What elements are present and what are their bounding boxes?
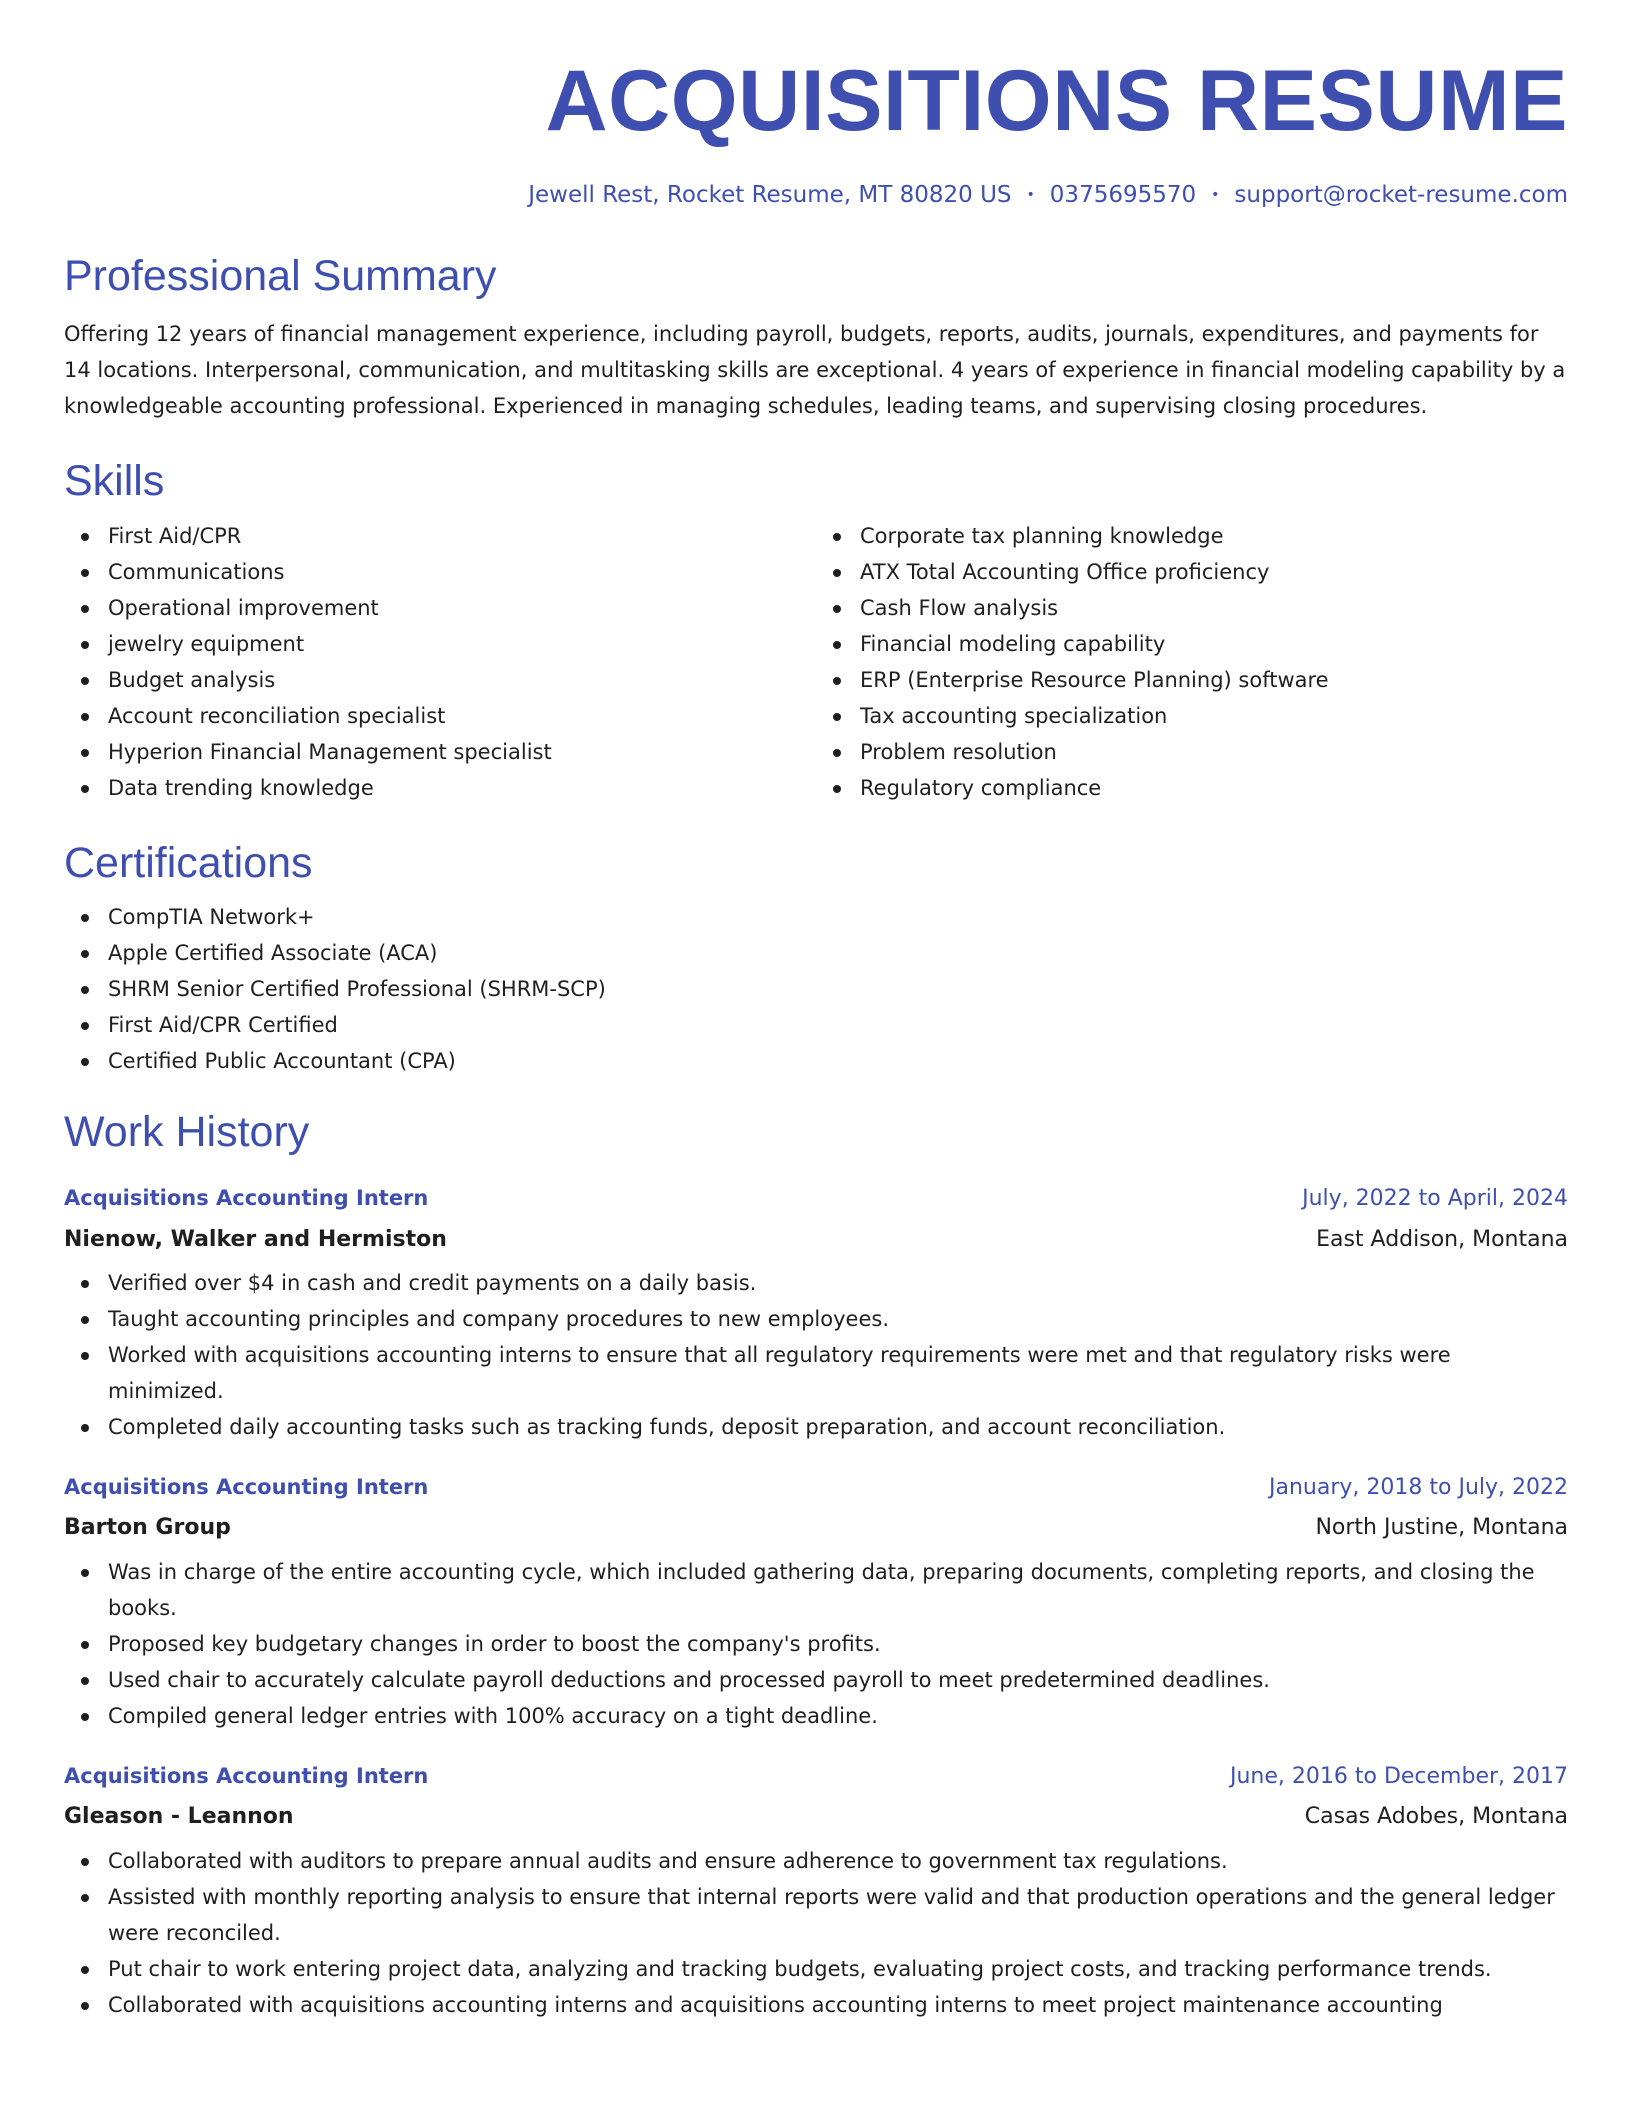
job-bullet: Compiled general ledger entries with 100% accuracy on a tight deadline. bbox=[64, 1698, 1568, 1734]
job-bullet: Collaborated with auditors to prepare annual audits and ensure adherence to government tax regulations. bbox=[64, 1843, 1568, 1879]
skills-list-right bbox=[816, 518, 1568, 806]
certification-item: Apple Certified Associate (ACA) bbox=[64, 935, 1568, 971]
contact-separator: • bbox=[1026, 187, 1035, 203]
skills-list-left bbox=[64, 518, 816, 806]
certifications-list bbox=[64, 899, 1568, 1079]
job-bullet: Verified over $4 in cash and credit payments on a daily basis. bbox=[64, 1265, 1568, 1301]
job-company-row bbox=[64, 1227, 1568, 1253]
job-bullet: Assisted with monthly reporting analysis to ensure that internal reports were valid and that production operations and the general ledger were reconciled. bbox=[64, 1879, 1568, 1951]
job-entry bbox=[64, 1186, 1568, 1445]
contact-email[interactable]: support@rocket-resume.com bbox=[1234, 182, 1568, 208]
skill-item: Financial modeling capability bbox=[816, 626, 1568, 662]
job-entry bbox=[64, 1764, 1568, 2023]
skill-item: Tax accounting specialization bbox=[816, 698, 1568, 734]
job-location: East Addison, Montana bbox=[1316, 1226, 1568, 1252]
certification-item: Certified Public Accountant (CPA) bbox=[64, 1043, 1568, 1079]
skill-item: Data trending knowledge bbox=[64, 770, 816, 806]
skills-heading: Skills bbox=[64, 457, 165, 506]
job-header bbox=[64, 1186, 1568, 1212]
contact-separator: • bbox=[1211, 187, 1220, 203]
summary-text: Offering 12 years of financial management experience, including payroll, budgets, reports, audits, journals, expenditures, and payments for 14 locations. Interpersonal, communication, and multitasking skills are exceptional. 4 years of experience in financial modeling capability by a knowledgeable accounting professional. Experienced in managing schedules, leading teams, and supervising closing procedures. bbox=[64, 322, 1566, 419]
contact-address: Jewell Rest, Rocket Resume, MT 80820 US bbox=[528, 182, 1012, 208]
job-dates: June, 2016 to December, 2017 bbox=[1229, 1763, 1568, 1789]
job-company-row bbox=[64, 1804, 1568, 1830]
skill-item: Regulatory compliance bbox=[816, 770, 1568, 806]
skill-item: Hyperion Financial Management specialist bbox=[64, 734, 816, 770]
skill-item: Problem resolution bbox=[816, 734, 1568, 770]
job-bullet: Collaborated with acquisitions accounting interns and acquisitions accounting interns to meet project maintenance accounting bbox=[64, 1987, 1568, 2023]
job-role: Acquisitions Accounting Intern bbox=[64, 1474, 429, 1499]
certification-item: First Aid/CPR Certified bbox=[64, 1007, 1568, 1043]
job-company: Nienow, Walker and Hermiston bbox=[64, 1226, 447, 1252]
skill-item: Account reconciliation specialist bbox=[64, 698, 816, 734]
job-location: Casas Adobes, Montana bbox=[1304, 1804, 1568, 1830]
certification-item: SHRM Senior Certified Professional (SHRM-SCP) bbox=[64, 971, 1568, 1007]
certification-item: CompTIA Network+ bbox=[64, 899, 1568, 935]
skill-item: Corporate tax planning knowledge bbox=[816, 518, 1568, 554]
skill-item: ERP (Enterprise Resource Planning) software bbox=[816, 662, 1568, 698]
job-dates: January, 2018 to July, 2022 bbox=[1269, 1474, 1568, 1500]
skill-item: First Aid/CPR bbox=[64, 518, 816, 554]
skills-grid bbox=[64, 518, 1568, 806]
job-bullets bbox=[64, 1265, 1568, 1445]
summary-heading: Professional Summary bbox=[64, 252, 497, 300]
certifications-heading: Certifications bbox=[64, 838, 313, 887]
job-bullet: Proposed key budgetary changes in order to boost the company's profits. bbox=[64, 1626, 1568, 1662]
job-entry bbox=[64, 1475, 1568, 1734]
skill-item: Operational improvement bbox=[64, 590, 816, 626]
skill-item: Budget analysis bbox=[64, 662, 816, 698]
contact-phone: 0375695570 bbox=[1049, 182, 1197, 208]
work-history-heading: Work History bbox=[64, 1107, 310, 1156]
contact-line bbox=[64, 182, 1568, 208]
job-bullet: Taught accounting principles and company procedures to new employees. bbox=[64, 1301, 1568, 1337]
job-header bbox=[64, 1764, 1568, 1790]
job-bullet: Worked with acquisitions accounting interns to ensure that all regulatory requirements were met and that regulatory risks were minimized. bbox=[64, 1337, 1568, 1409]
job-company: Barton Group bbox=[64, 1515, 231, 1541]
skill-item: ATX Total Accounting Office proficiency bbox=[816, 554, 1568, 590]
job-role: Acquisitions Accounting Intern bbox=[64, 1763, 429, 1788]
job-bullet: Put chair to work entering project data, analyzing and tracking budgets, evaluating project costs, and tracking performance trends. bbox=[64, 1951, 1568, 1987]
skill-item: jewelry equipment bbox=[64, 626, 816, 662]
job-company-row bbox=[64, 1515, 1568, 1541]
job-dates: July, 2022 to April, 2024 bbox=[1302, 1186, 1568, 1212]
skill-item: Cash Flow analysis bbox=[816, 590, 1568, 626]
job-bullets bbox=[64, 1843, 1568, 2023]
resume-title: ACQUISITIONS RESUME bbox=[545, 53, 1568, 149]
job-header bbox=[64, 1475, 1568, 1501]
job-bullet: Was in charge of the entire accounting cycle, which included gathering data, preparing documents, completing reports, and closing the books. bbox=[64, 1554, 1568, 1626]
job-bullets bbox=[64, 1554, 1568, 1734]
job-bullet: Completed daily accounting tasks such as tracking funds, deposit preparation, and account reconciliation. bbox=[64, 1409, 1568, 1445]
skill-item: Communications bbox=[64, 554, 816, 590]
job-role: Acquisitions Accounting Intern bbox=[64, 1186, 429, 1211]
job-location: North Justine, Montana bbox=[1315, 1515, 1568, 1541]
job-company: Gleason - Leannon bbox=[64, 1804, 294, 1830]
job-bullet: Used chair to accurately calculate payroll deductions and processed payroll to meet predetermined deadlines. bbox=[64, 1662, 1568, 1698]
